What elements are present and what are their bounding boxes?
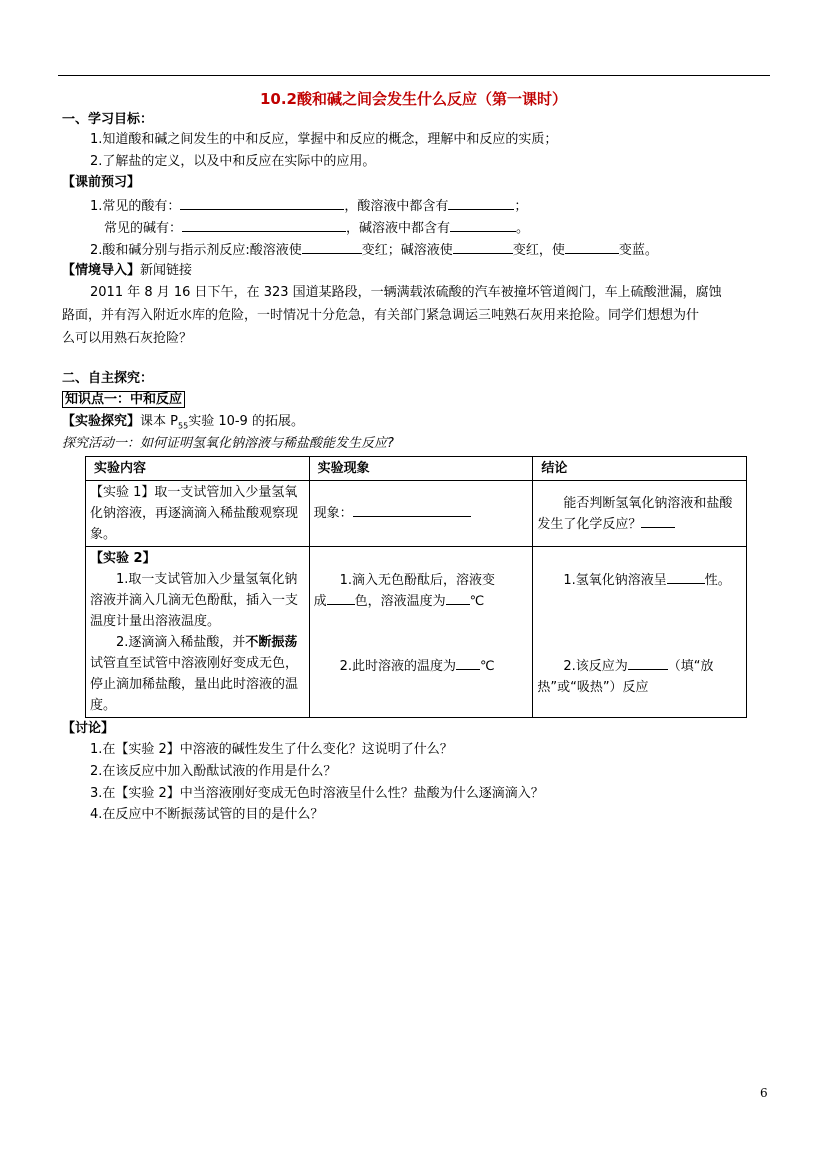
q2-part-a: 2.酸和碱分别与指示剂反应:酸溶液使 [90, 243, 302, 258]
conc1-b: 性。 [704, 573, 731, 588]
experiment-tag: 【实验探究】 [62, 414, 141, 429]
table-row [86, 481, 747, 547]
page-title: 10.2酸和碱之间会发生什么反应（第一课时） [259, 90, 567, 108]
experiment-table [85, 456, 747, 718]
goal-2: 2.了解盐的定义，以及中和反应在实际中的应用。 [90, 154, 376, 169]
scene-heading-line [62, 262, 192, 280]
acid-indicator-blank[interactable] [302, 240, 362, 254]
activity-title: 探究活动一：如何证明氢氧化钠溶液与稀盐酸能发生反应? [62, 436, 394, 451]
scene-paragraph-line-2: 路面，并有泻入附近水库的危险，一时情况十分危急，有关部门紧急调运三吨熟石灰用来抢险。同学们想想为什 [62, 308, 700, 323]
temp-blank-2[interactable] [456, 656, 480, 670]
q1a-middle: ，酸溶液中都含有 [344, 199, 449, 214]
exp-pre: 课本 P [140, 414, 178, 429]
section-learning-goals-heading: 一、学习目标： [62, 112, 154, 127]
discussion-q2: 2.在该反应中加入酚酞试液的作用是什么？ [90, 764, 337, 779]
page-number: 6 [760, 1086, 768, 1100]
exp2-conclusion [533, 547, 747, 718]
conc2-b: （填“放热”或“吸热”）反应 [537, 659, 714, 695]
phen1-a: 1.滴入无色酚酞后，溶液变 [339, 573, 495, 588]
table-header-row [86, 457, 747, 481]
scene-subheading: 新闻链接 [140, 263, 193, 278]
q1a-end: ； [514, 199, 528, 214]
goal-1: 1.知道酸和碱之间发生的中和反应，掌握中和反应的概念，理解中和反应的实质； [90, 132, 558, 147]
preview-q1-acids [90, 196, 527, 216]
exp2-content [86, 547, 310, 718]
exp1-phenomenon-blank[interactable] [353, 503, 471, 517]
q1b-middle: ，碱溶液中都含有 [346, 221, 451, 236]
step2-a: 2.逐滴滴入稀盐酸，并 [116, 635, 246, 650]
temp-blank-1[interactable] [446, 591, 470, 605]
q1a-prefix: 1.常见的酸有： [90, 199, 181, 214]
exp2-conclusion-2 [537, 656, 742, 698]
discussion-q4: 4.在反应中不断振荡试管的目的是什么？ [90, 807, 324, 822]
base-ion-blank[interactable] [450, 218, 516, 232]
header-content: 实验内容 [86, 457, 310, 481]
conc2-a: 2.该反应为 [563, 659, 628, 674]
discussion-q1: 1.在【实验 2】中溶液的碱性发生了什么变化？这说明了什么？ [90, 742, 453, 757]
acid-ion-blank[interactable] [448, 196, 514, 210]
exp1-phenomenon [309, 481, 533, 547]
heat-blank[interactable] [628, 656, 668, 670]
exp-sub: 55 [178, 421, 189, 431]
nature-blank[interactable] [667, 570, 705, 584]
top-rule [58, 75, 770, 76]
phen1-c: 色，溶液温度为 [354, 594, 446, 609]
header-conclusion: 结论 [533, 457, 747, 481]
phen1-b: 成 [313, 594, 327, 609]
table-row [86, 547, 747, 718]
color-blank[interactable] [327, 591, 355, 605]
discussion-q3: 3.在【实验 2】中当溶液刚好变成无色时溶液呈什么性？盐酸为什么逐滴滴入？ [90, 786, 544, 801]
preview-heading: 【课前预习】 [62, 175, 141, 190]
phen1-d: ℃ [469, 594, 485, 609]
section-self-explore-heading: 二、自主探究： [62, 371, 154, 386]
preview-q2-indicators [90, 240, 658, 260]
exp2-phenomenon-1b [314, 591, 529, 612]
exp1-content: 【实验 1】取一支试管加入少量氢氧化钠溶液，再逐滴滴入稀盐酸观察现象。 [86, 481, 310, 547]
exp1-conclusion-blank[interactable] [641, 514, 675, 528]
base-indicator-blank-2[interactable] [565, 240, 619, 254]
base-indicator-blank-1[interactable] [453, 240, 513, 254]
preview-q1-bases [104, 218, 529, 238]
header-phenomenon: 实验现象 [309, 457, 533, 481]
step2-emphasis: 不断振荡 [245, 635, 298, 650]
scene-heading: 【情境导入】 [62, 263, 141, 278]
scene-paragraph-line-1: 2011 年 8 月 16 日下午，在 323 国道某路段，一辆满载浓硫酸的汽车被撞坏管道阀门，车上硫酸泄漏，腐蚀 [90, 285, 722, 300]
exp2-conclusion-1 [537, 570, 742, 591]
q2-part-c: 变红，使 [512, 243, 565, 258]
exp2-tag: 【实验 2】 [90, 551, 156, 566]
scene-paragraph-line-3: 么可以用熟石灰抢险？ [62, 331, 193, 346]
exp1-conclusion [533, 481, 747, 547]
conc1-a: 1.氢氧化钠溶液呈 [563, 573, 667, 588]
exp1-conclusion-text: 能否判断氢氧化钠溶液和盐酸发生了化学反应？ [537, 495, 733, 532]
step2-c: 试管直至试管中溶液刚好变成无色，停止滴加稀盐酸，量出此时溶液的温度。 [90, 656, 299, 713]
exp2-step-2 [90, 632, 305, 716]
exp1-phenomenon-label: 现象： [313, 506, 353, 521]
experiment-intro-line [62, 413, 304, 436]
exp2-step-1: 1.取一支试管加入少量氢氧化钠溶液并滴入几滴无色酚酞，插入一支温度计量出溶液温度。 [90, 572, 299, 629]
bases-blank[interactable] [182, 218, 346, 232]
exp2-phenomenon-1 [314, 570, 529, 591]
exp-post: 实验 10-9 的拓展。 [188, 414, 304, 429]
phen2-b: ℃ [479, 659, 495, 674]
q1b-end: 。 [516, 221, 530, 236]
exp2-phenomenon [309, 547, 533, 718]
q1b-prefix: 常见的碱有： [104, 221, 183, 236]
phen2-a: 2.此时溶液的温度为 [339, 659, 456, 674]
acids-blank[interactable] [180, 196, 344, 210]
knowledge-point-box: 知识点一：中和反应 [62, 391, 185, 408]
knowledge-point-line [62, 391, 185, 409]
discussion-heading: 【讨论】 [62, 721, 115, 736]
exp2-phenomenon-2 [314, 656, 529, 677]
q2-part-b: 变红；碱溶液使 [361, 243, 453, 258]
q2-part-d: 变蓝。 [618, 243, 658, 258]
